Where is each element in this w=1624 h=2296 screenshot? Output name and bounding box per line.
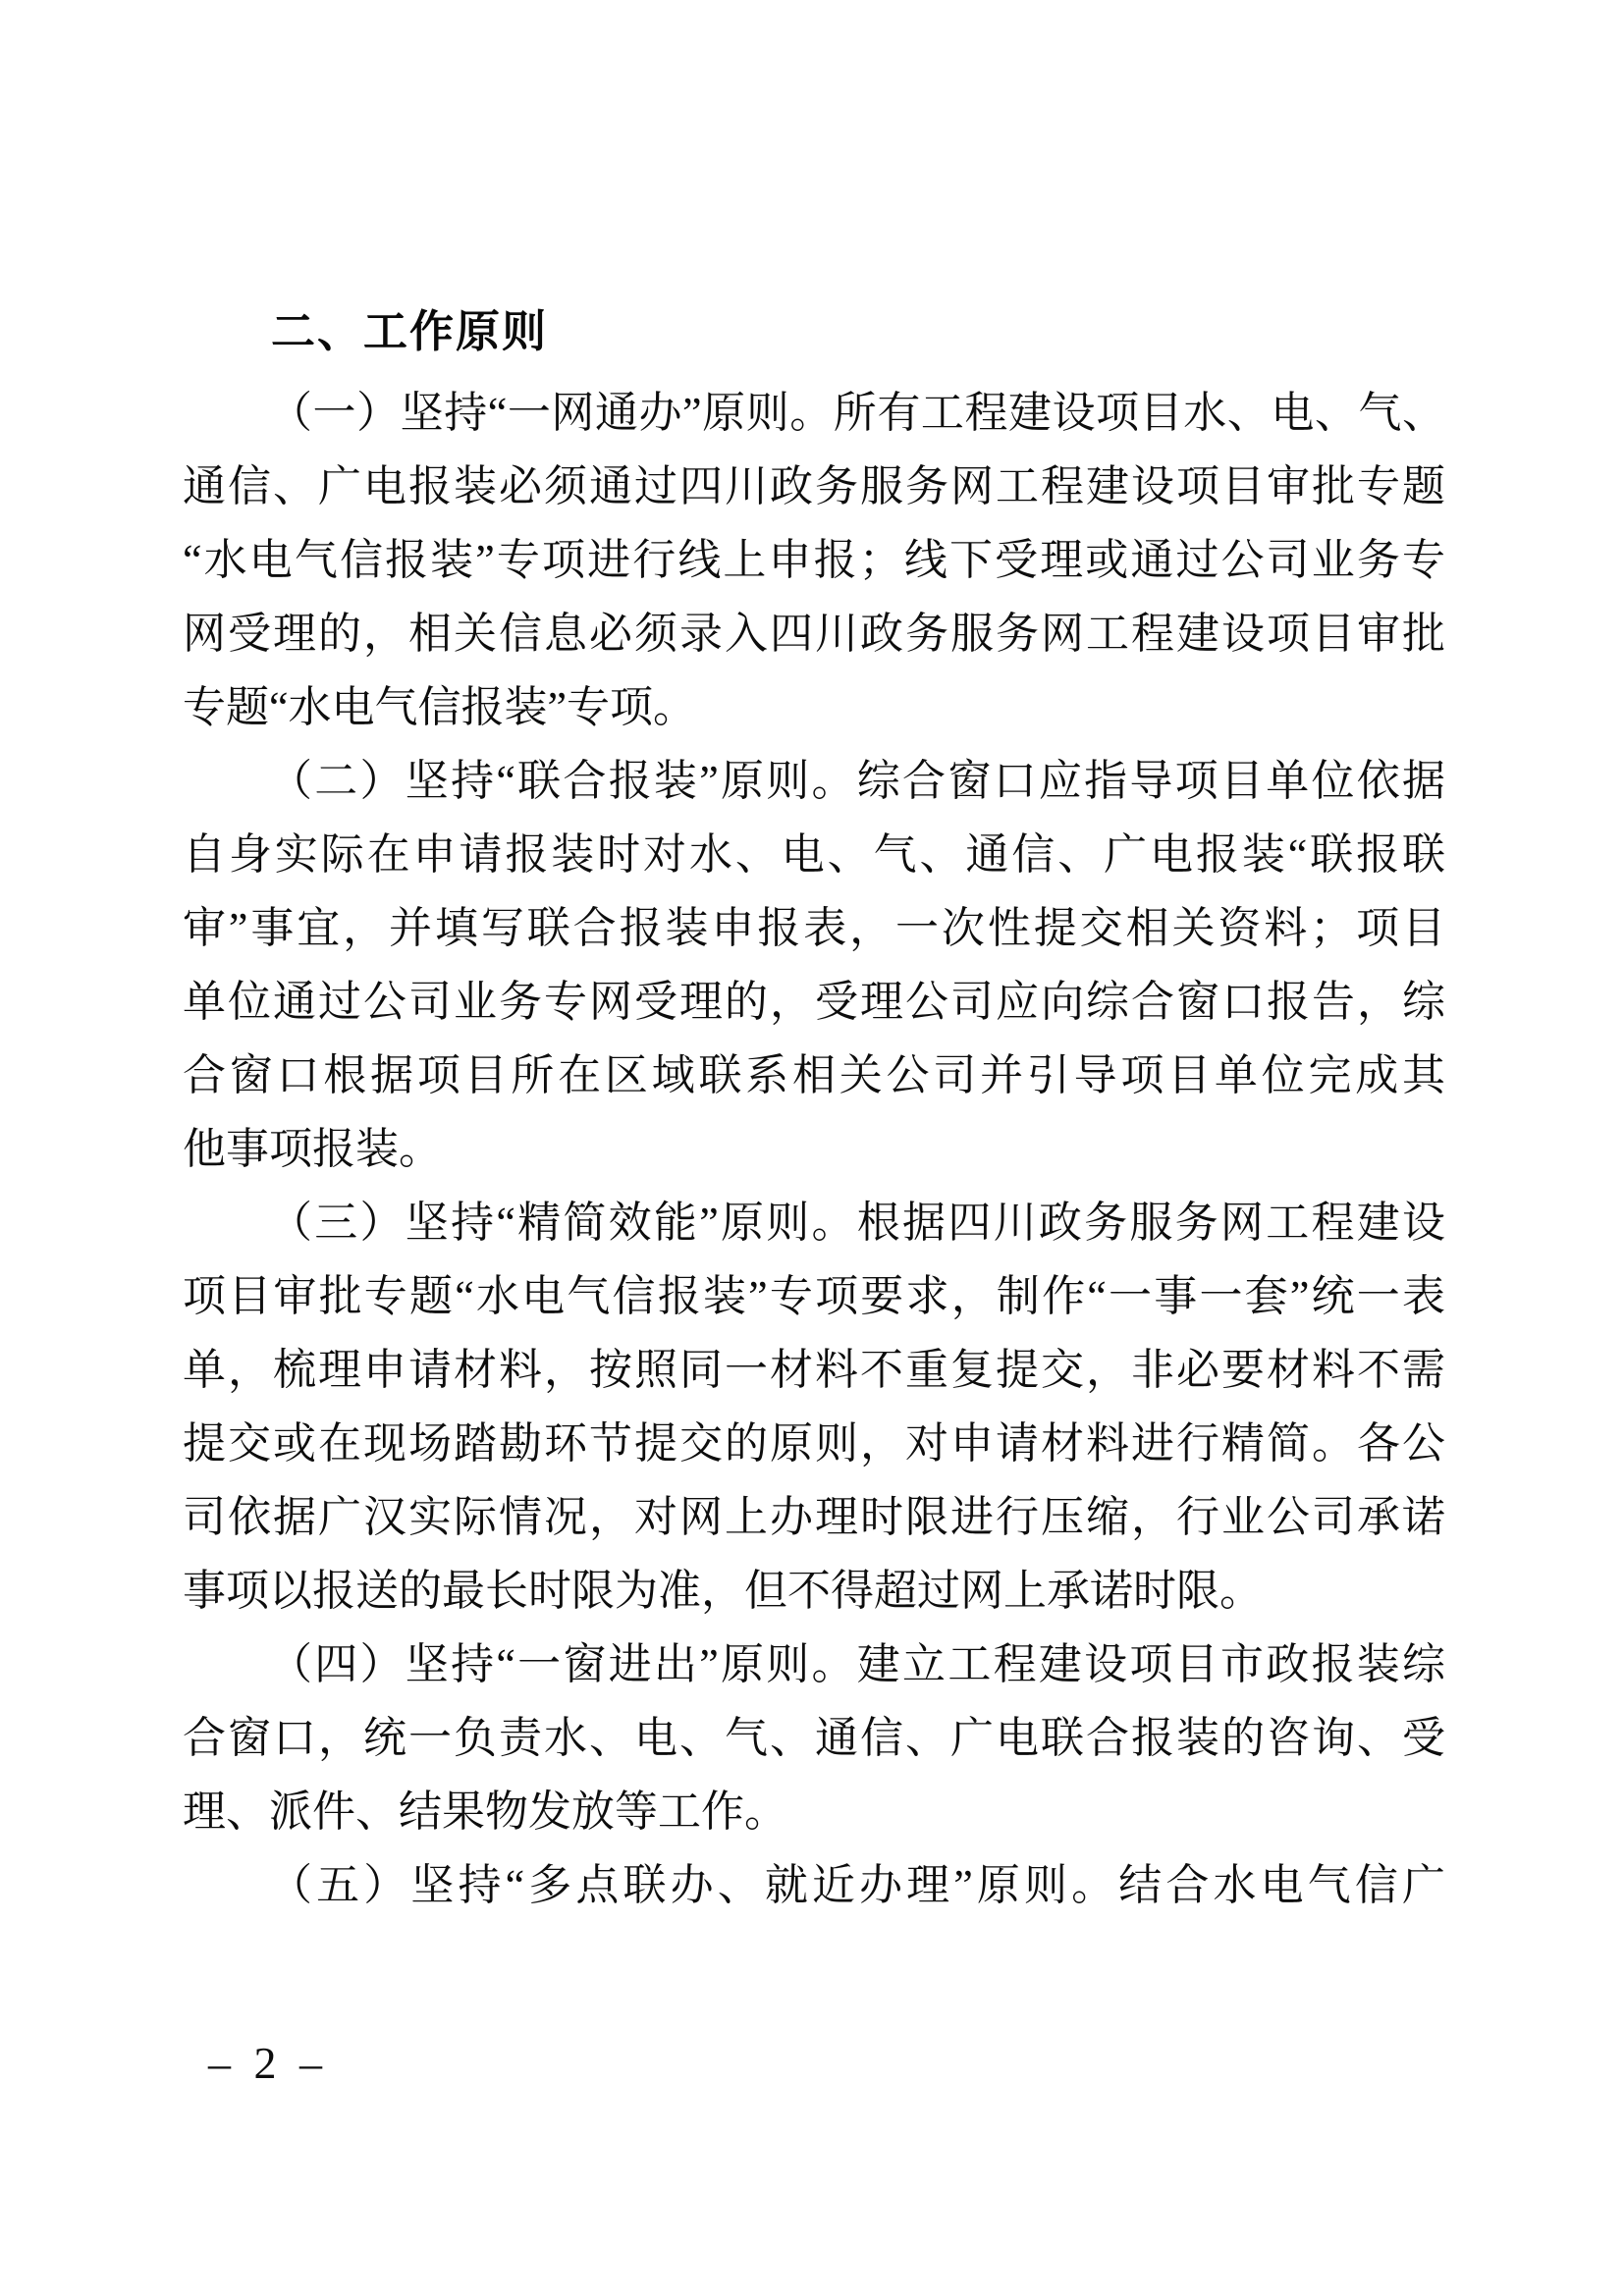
text-line: 事项以报送的最长时限为准，但不得超过网上承诺时限。 [183, 1567, 1263, 1615]
paragraph-3 [183, 1186, 1445, 1628]
text-line: 司依据广汉实际情况，对网上办理时限进行压缩，行业公司承诺 [183, 1493, 1445, 1541]
text-line: （一）坚持“一网通办”原则。所有工程建设项目水、电、气、 [269, 389, 1445, 437]
paragraph-1 [183, 376, 1445, 744]
text-line: 合窗口，统一负责水、电、气、通信、广电联合报装的咨询、受 [183, 1714, 1445, 1762]
text-line: 专题“水电气信报装”专项。 [183, 683, 697, 731]
text-line: 项目审批专题“水电气信报装”专项要求，制作“一事一套”统一表 [183, 1272, 1445, 1320]
text-line: 理、派件、结果物发放等工作。 [183, 1788, 787, 1836]
text-line: 单，梳理申请材料，按照同一材料不重复提交，非必要材料不需 [183, 1346, 1445, 1394]
text-line: （二）坚持“联合报装”原则。综合窗口应指导项目单位依据 [269, 757, 1445, 805]
text-line: 合窗口根据项目所在区域联系相关公司并引导项目单位完成其 [183, 1051, 1445, 1099]
text-line: 审”事宜，并填写联合报装申报表，一次性提交相关资料；项目 [183, 904, 1445, 952]
text-line: （三）坚持“精简效能”原则。根据四川政务服务网工程建设 [269, 1199, 1445, 1247]
page-number: – 2 – [208, 2038, 328, 2088]
text-line: （五）坚持“多点联办、就近办理”原则。结合水电气信广 [269, 1861, 1445, 1909]
text-line: （四）坚持“一窗进出”原则。建立工程建设项目市政报装综 [269, 1640, 1445, 1688]
text-line: 自身实际在申请报装时对水、电、气、通信、广电报装“联报联 [183, 830, 1445, 879]
text-line: 单位通过公司业务专网受理的，受理公司应向综合窗口报告，综 [183, 978, 1445, 1026]
text-line: 提交或在现场踏勘环节提交的原则，对申请材料进行精简。各公 [183, 1419, 1445, 1468]
text-line: 网受理的，相关信息必须录入四川政务服务网工程建设项目审批 [183, 610, 1445, 658]
text-line: 他事项报装。 [183, 1125, 442, 1173]
text-line: 通信、广电报装必须通过四川政务服务网工程建设项目审批专题 [183, 462, 1445, 510]
paragraph-4 [183, 1628, 1445, 1848]
document-body [183, 294, 1445, 1922]
text-line: “水电气信报装”专项进行线上申报；线下受理或通过公司业务专 [183, 536, 1445, 584]
section-heading: 二、工作原则 [271, 306, 549, 356]
paragraph-2 [183, 744, 1445, 1186]
paragraph-5 [183, 1848, 1445, 1922]
